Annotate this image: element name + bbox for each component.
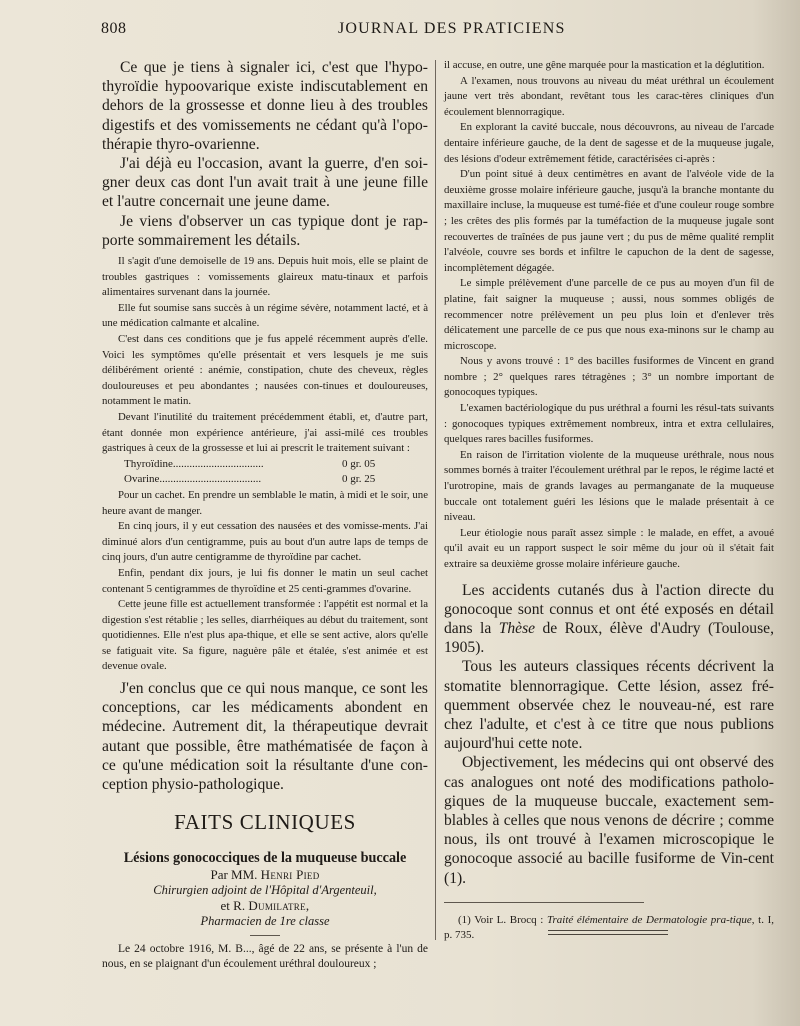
discussion-paragraph-1 bbox=[444, 581, 774, 658]
text-run-italic: Thèse bbox=[498, 620, 536, 637]
case-text-17: Leur étiologie nous paraît assez simple : le malade, en effet, a avoué qu'il avait eu un rapport suspect le soir même du jour où il s'était fait extraire sa deuxième grosse molaire inférieure gauche. bbox=[444, 526, 774, 570]
title-divider bbox=[250, 935, 280, 936]
case-text-7: Enfin, pendant dix jours, je lui fis donner le matin un seul cachet contenant 5 centigrammes de thyroïdine et 25 centi-grammes d'ovarine. bbox=[102, 566, 428, 595]
left-paragraph-1: Ce que je tiens à signaler ici, c'est que l'hypo-thyroïdie hypoovarique existe indiscutablement en dehors de la grossesse et donne lieu à des troubles digestifs et des vomissements ne cédant qu'à l'opo-thérapie thyro-ovarienne. bbox=[102, 59, 428, 153]
case-text-13: Le simple prélèvement d'une parcelle de ce pus au moyen d'un fil de platine, fait saigner la muqueuse ; aussi, nous sommes obligés de recommencer notre prélèvement un peu plus loin et d'enlever très délicatement une parcelle de ce pus que nous exa-minons sur le champ au microscope. bbox=[444, 277, 774, 352]
case-text-1: Il s'agit d'une demoiselle de 19 ans. Depuis huit mois, elle se plaint de troubles gastriques : vomissements glaireux matu-tinaux et parfois alimentaires survenant dans la journée. bbox=[102, 255, 428, 299]
case-text-4: Devant l'inutilité du traitement précédemment établi, et, d'autre part, étant donnée mon expérience antérieure, j'ai assi-milé ces troubles gastriques à ceux de la grossesse et lui ai prescrit le traitement suivant : bbox=[102, 410, 428, 455]
left-paragraph-2: J'ai déjà eu l'occasion, avant la guerre, d'en soi-gner deux cas dont l'un avait trait à une jeune fille et l'autre concernait une jeune dame. bbox=[102, 155, 428, 211]
prescription-label: Thyroïdine................................. bbox=[124, 457, 264, 470]
right-column bbox=[444, 58, 774, 943]
case-text-11: En explorant la cavité buccale, nous découvrons, au niveau de l'arcade dentaire inférieure gauche, de la dent de sagesse et de la muqueuse jugale, des lésions d'odeur extrêmement fétide, caractérisées ci-après : bbox=[444, 121, 774, 165]
text-run: (1) Voir L. Brocq : bbox=[458, 913, 547, 926]
text-run: de Roux, élève d'Audry (Toulouse, 1905). bbox=[444, 620, 774, 657]
page-header bbox=[0, 0, 800, 40]
discussion-paragraph-3: Objectivement, les médecins qui ont observé des cas analogues ont noté des modifications patholo-giques de la muqueuse buccale, exactement sem-blables à celles que nous venons de décrire ; comme nous, ils ont trouvé à l'examen microscopique le gonocoque associé au bacille fusiforme de Vin-cent (1). bbox=[444, 754, 774, 887]
case-text-14: Nous y avons trouvé : 1° des bacilles fusiformes de Vincent en grand nombre ; 2° quelques rares tétragènes ; 3° un nombre important de gonocoques typiques. bbox=[444, 355, 774, 399]
discussion-paragraph-2: Tous les auteurs classiques récents décrivent la stomatite blennorragique. Cette lésion, assez fré-quemment observée chez le nouveau-né, est rare chez l'adulte, et c'est à ce titre que nous publions aujourd'hui cette note. bbox=[444, 658, 774, 753]
conclusion-paragraph: J'en conclus que ce qui nous manque, ce sont les conceptions, car les médicaments abondent en médecine. Autrement dit, la thérapeutique devrait autant que possible, être mathématisée de façon à ce qu'une médication soit la résultante d'une con-ception physio-pathologique. bbox=[102, 680, 428, 794]
case-text-5: Pour un cachet. En prendre un semblable le matin, à midi et le soir, une heure avant de manger. bbox=[102, 488, 428, 517]
byline-1 bbox=[102, 867, 428, 883]
author-affiliation: Pharmacien de 1re classe bbox=[200, 914, 330, 929]
case-text-9: il accuse, en outre, une gêne marquée pour la mastication et la déglutition. bbox=[444, 59, 765, 71]
prescription bbox=[102, 457, 428, 488]
byline-prefix: Par MM. bbox=[210, 867, 261, 883]
footnote-divider bbox=[444, 902, 644, 903]
prescription-value: 0 gr. 25 bbox=[342, 473, 376, 486]
text-run: Les accidents cutanés dus à l'action directe du gonocoque sont connus et ont été exposés en détail dans la bbox=[444, 581, 774, 637]
end-rule bbox=[548, 930, 668, 935]
text-run-italic: Traité élémentaire de Dermatologie pra-tique bbox=[546, 913, 752, 926]
author-name: Henri Pied bbox=[260, 867, 320, 883]
left-column bbox=[102, 58, 428, 973]
byline-prefix: et R. bbox=[220, 898, 249, 914]
prescription-row bbox=[124, 472, 428, 488]
case-text-12: D'un point situé à deux centimètres en avant de l'alvéole vide de la deuxième grosse molaire inférieure gauche, jusqu'à la branche montante du maxillaire incluse, la muqueuse est tumé-fiée et d'une couleur rouge sombre ; les crêtes des plis formés par la tuméfaction de la muqueuse jugale sont recouvertes de traînées de pus jaune vert ; du pus de même qualité remplit l'alvéole, couvre ses bords et infiltre le capuchon de la dent de sagesse, incomplètement dégagée. bbox=[444, 168, 774, 274]
byline-2 bbox=[102, 898, 428, 914]
column-divider bbox=[435, 60, 436, 940]
case-text-8: Cette jeune fille est actuellement transformée : l'appétit est normal et la digestion s'est rétablie ; les selles, diarrhéiques au début du traitement, sont quotidiennes. Elle n'est plus apa-thique, et elle se sent active, alors qu'elle se fatiguait vite. Sa figure, naguère pâle et étalée, s'est animée et est devenue ovale. bbox=[102, 598, 428, 673]
case-text-15: L'examen bactériologique du pus uréthral a fourni les résul-tats suivants : gonocoques typiques extrêmement nombreux, intra et extra cellulaires, quelques rares bacilles fusiformes. bbox=[444, 402, 774, 446]
case-text-10: A l'examen, nous trouvons au niveau du méat uréthral un écoulement jaune vert très abondant, revêtant tous les carac-tères cliniques d'un écoulement blennorragique. bbox=[444, 74, 774, 118]
prescription-value: 0 gr. 05 bbox=[342, 457, 376, 470]
case-text-2: Elle fut soumise sans succès à un régime sévère, notamment lacté, et à une médication calmante et alcaline. bbox=[102, 301, 428, 330]
section-title: FAITS CLINIQUES bbox=[174, 810, 356, 835]
prescription-label: Ovarine..................................... bbox=[124, 473, 262, 486]
article-title: Lésions gonococciques de la muqueuse buccale bbox=[123, 850, 407, 867]
author-affiliation: Chirurgien adjoint de l'Hôpital d'Argenteuil, bbox=[153, 883, 377, 898]
prescription-row bbox=[124, 457, 428, 473]
page-number: 808 bbox=[101, 20, 127, 37]
text-run: , t. I, p. 735. bbox=[444, 913, 774, 941]
case-text-16: En raison de l'irritation violente de la muqueuse uréthrale, nous nous sommes bornés à traiter l'écoulement uréthral par le repos, le régime lacté et l'urotropine, mais de grands lavages au permanganate de la muqueuse buccale ont totalement guéri les lésions que le malade présentait à ce niveau. bbox=[444, 448, 774, 524]
footnote bbox=[444, 913, 774, 943]
article-first-paragraph: Le 24 octobre 1916, M. B..., âgé de 22 ans, se présente à l'un de nous, en se plaignant d'un écoulement uréthral douloureux ; bbox=[102, 943, 428, 971]
left-paragraph-3: Je viens d'observer un cas typique dont je rap-porte sommairement les détails. bbox=[102, 212, 428, 249]
author-name: Dumilatre, bbox=[248, 898, 310, 914]
case-text-3: C'est dans ces conditions que je fus appelé récemment auprès d'elle. Voici les symptômes qu'elle présentait et vers lesquels je me suis délibérément orienté : anémie, constipation, chute des cheveux, règles douloureuses et peu abondantes ; nausées con-tinues et douloureuses, notamment le matin. bbox=[102, 333, 428, 408]
case-text-6: En cinq jours, il y eut cessation des nausées et des vomisse-ments. J'ai diminué alors d'un centigramme, puis au bout d'un autre laps de temps de cinq jours, d'un autre centigramme de thyroïdine par cachet. bbox=[102, 520, 428, 564]
running-title: JOURNAL DES PRATICIENS bbox=[338, 20, 566, 37]
